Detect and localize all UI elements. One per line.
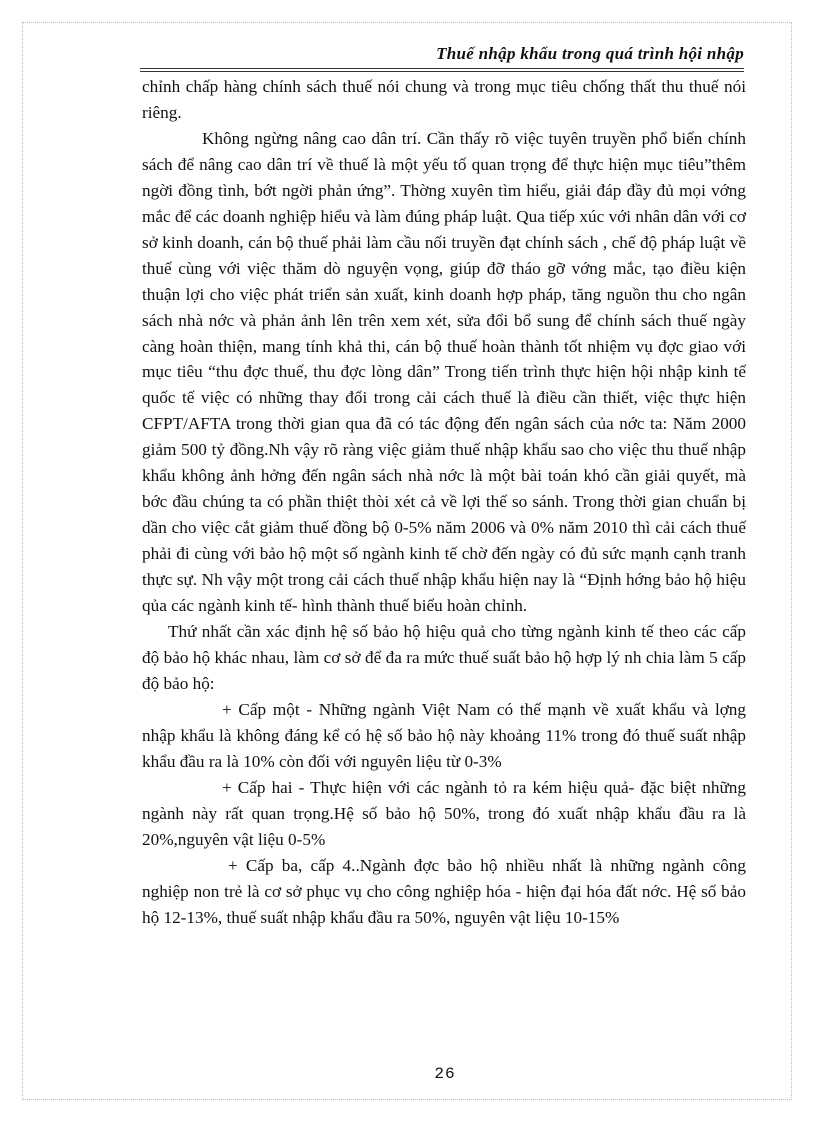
document-body bbox=[142, 74, 746, 930]
paragraph-cap-hai: + Cấp hai - Thực hiện với các ngành tỏ ra kém hiệu quả- đặc biệt những ngành này rất quan trọng.Hệ số bảo hộ 50%, trong đó xuất nhập khẩu đầu ra là 20%,nguyên vật liệu 0-5% bbox=[142, 777, 746, 849]
header-double-rule bbox=[140, 68, 744, 69]
page-number: 26 bbox=[434, 1065, 456, 1083]
paragraph-thu-nhat: Thứ nhất cần xác định hệ số bảo hộ hiệu quả cho từng ngành kinh tế theo các cấp độ bảo hộ khác nhau, làm cơ sở để đa ra mức thuế suất bảo hộ hợp lý nh chia làm 5 cấp độ bảo hộ: bbox=[142, 622, 746, 693]
paragraph-continuation: chỉnh chấp hàng chính sách thuế nói chung và trong mục tiêu chống thất thu thuế nói riêng. bbox=[142, 77, 746, 122]
paragraph-cap-mot: + Cấp một - Những ngành Việt Nam có thế mạnh về xuất khẩu và lợng nhập khẩu là không đáng kể có hệ số bảo hộ này khoảng 11% trong đó thuế suất nhập khẩu đầu ra là 10% còn đối với nguyên liệu từ 0-3% bbox=[142, 699, 746, 771]
paragraph-dan-tri: Không ngừng nâng cao dân trí. Cần thấy rõ việc tuyên truyền phổ biến chính sách để nâng cao dân trí về thuế là một yếu tố quan trọng để thực hiện mục tiêu”thêm ngời đồng tình, bớt ngời phản ứng”. Thờng xuyên tìm hiểu, giải đáp đầy đủ mọi vớng mắc để các doanh nghiệp hiểu và làm đúng pháp luật. Qua tiếp xúc với nhân dân với cơ sở kinh doanh, cán bộ thuế phải làm cầu nối truyền đạt chính sách , chế độ pháp luật về thuế cùng với việc thăm dò nguyện vọng, giúp đỡ tháo gỡ vớng mắc, tạo điều kiện thuận lợi cho việc phát triển sản xuất, kinh doanh hợp pháp, tăng nguồn thu cho ngân sách nhà nớc và phản ảnh lên trên xem xét, sửa đổi bổ sung để chính sách thuế ngày càng hoàn thiện, mang tính khả thi, cán bộ thuế hoàn thành tốt nhiệm vụ đợc giao với mục tiêu “thu đợc thuế, thu đợc lòng dân” Trong tiến trình thực hiện hội nhập kinh tế quốc tế việc có những thay đổi trong cải cách thuế là điều cần thiết, việc thực hiện CFPT/AFTA trong thời gian qua đã có tác động đến ngân sách của nớc ta: Năm 2000 giảm 500 tỷ đồng.Nh vậy rõ ràng việc giảm thuế nhập khẩu sao cho việc thu thuế nhập khẩu không ảnh hởng đến ngân sách nhà nớc là một bài toán khó cần giải quyết, mà bớc đầu chúng ta có phần thiệt thòi xét cả về lợi thế so sánh. Trong thời gian chuẩn bị dần cho việc cắt giảm thuế đồng bộ 0-5% năm 2006 và 0% năm 2010 thì cải cách thuế phải đi cùng với bảo hộ một số ngành kinh tế chờ đến ngày có đủ sức mạnh cạnh tranh thực sự. Nh vậy một trong cải cách thuế nhập khẩu hiện nay là “Định hớng bảo hộ hiệu qủa các ngành kinh tế- hình thành thuế biểu hoàn chỉnh. bbox=[142, 128, 746, 616]
running-header-title: Thuế nhập khẩu trong quá trình hội nhập bbox=[436, 44, 744, 63]
paragraph-cap-ba: + Cấp ba, cấp 4..Ngành đợc bảo hộ nhiều nhất là những ngành công nghiệp non trẻ là cơ sở phục vụ cho công nghiệp hóa - hiện đại hóa đất nớc. Hệ số bảo hộ 12-13%, thuế suất nhập khẩu đầu ra 50%, nguyên vật liệu 10-15% bbox=[142, 855, 746, 927]
